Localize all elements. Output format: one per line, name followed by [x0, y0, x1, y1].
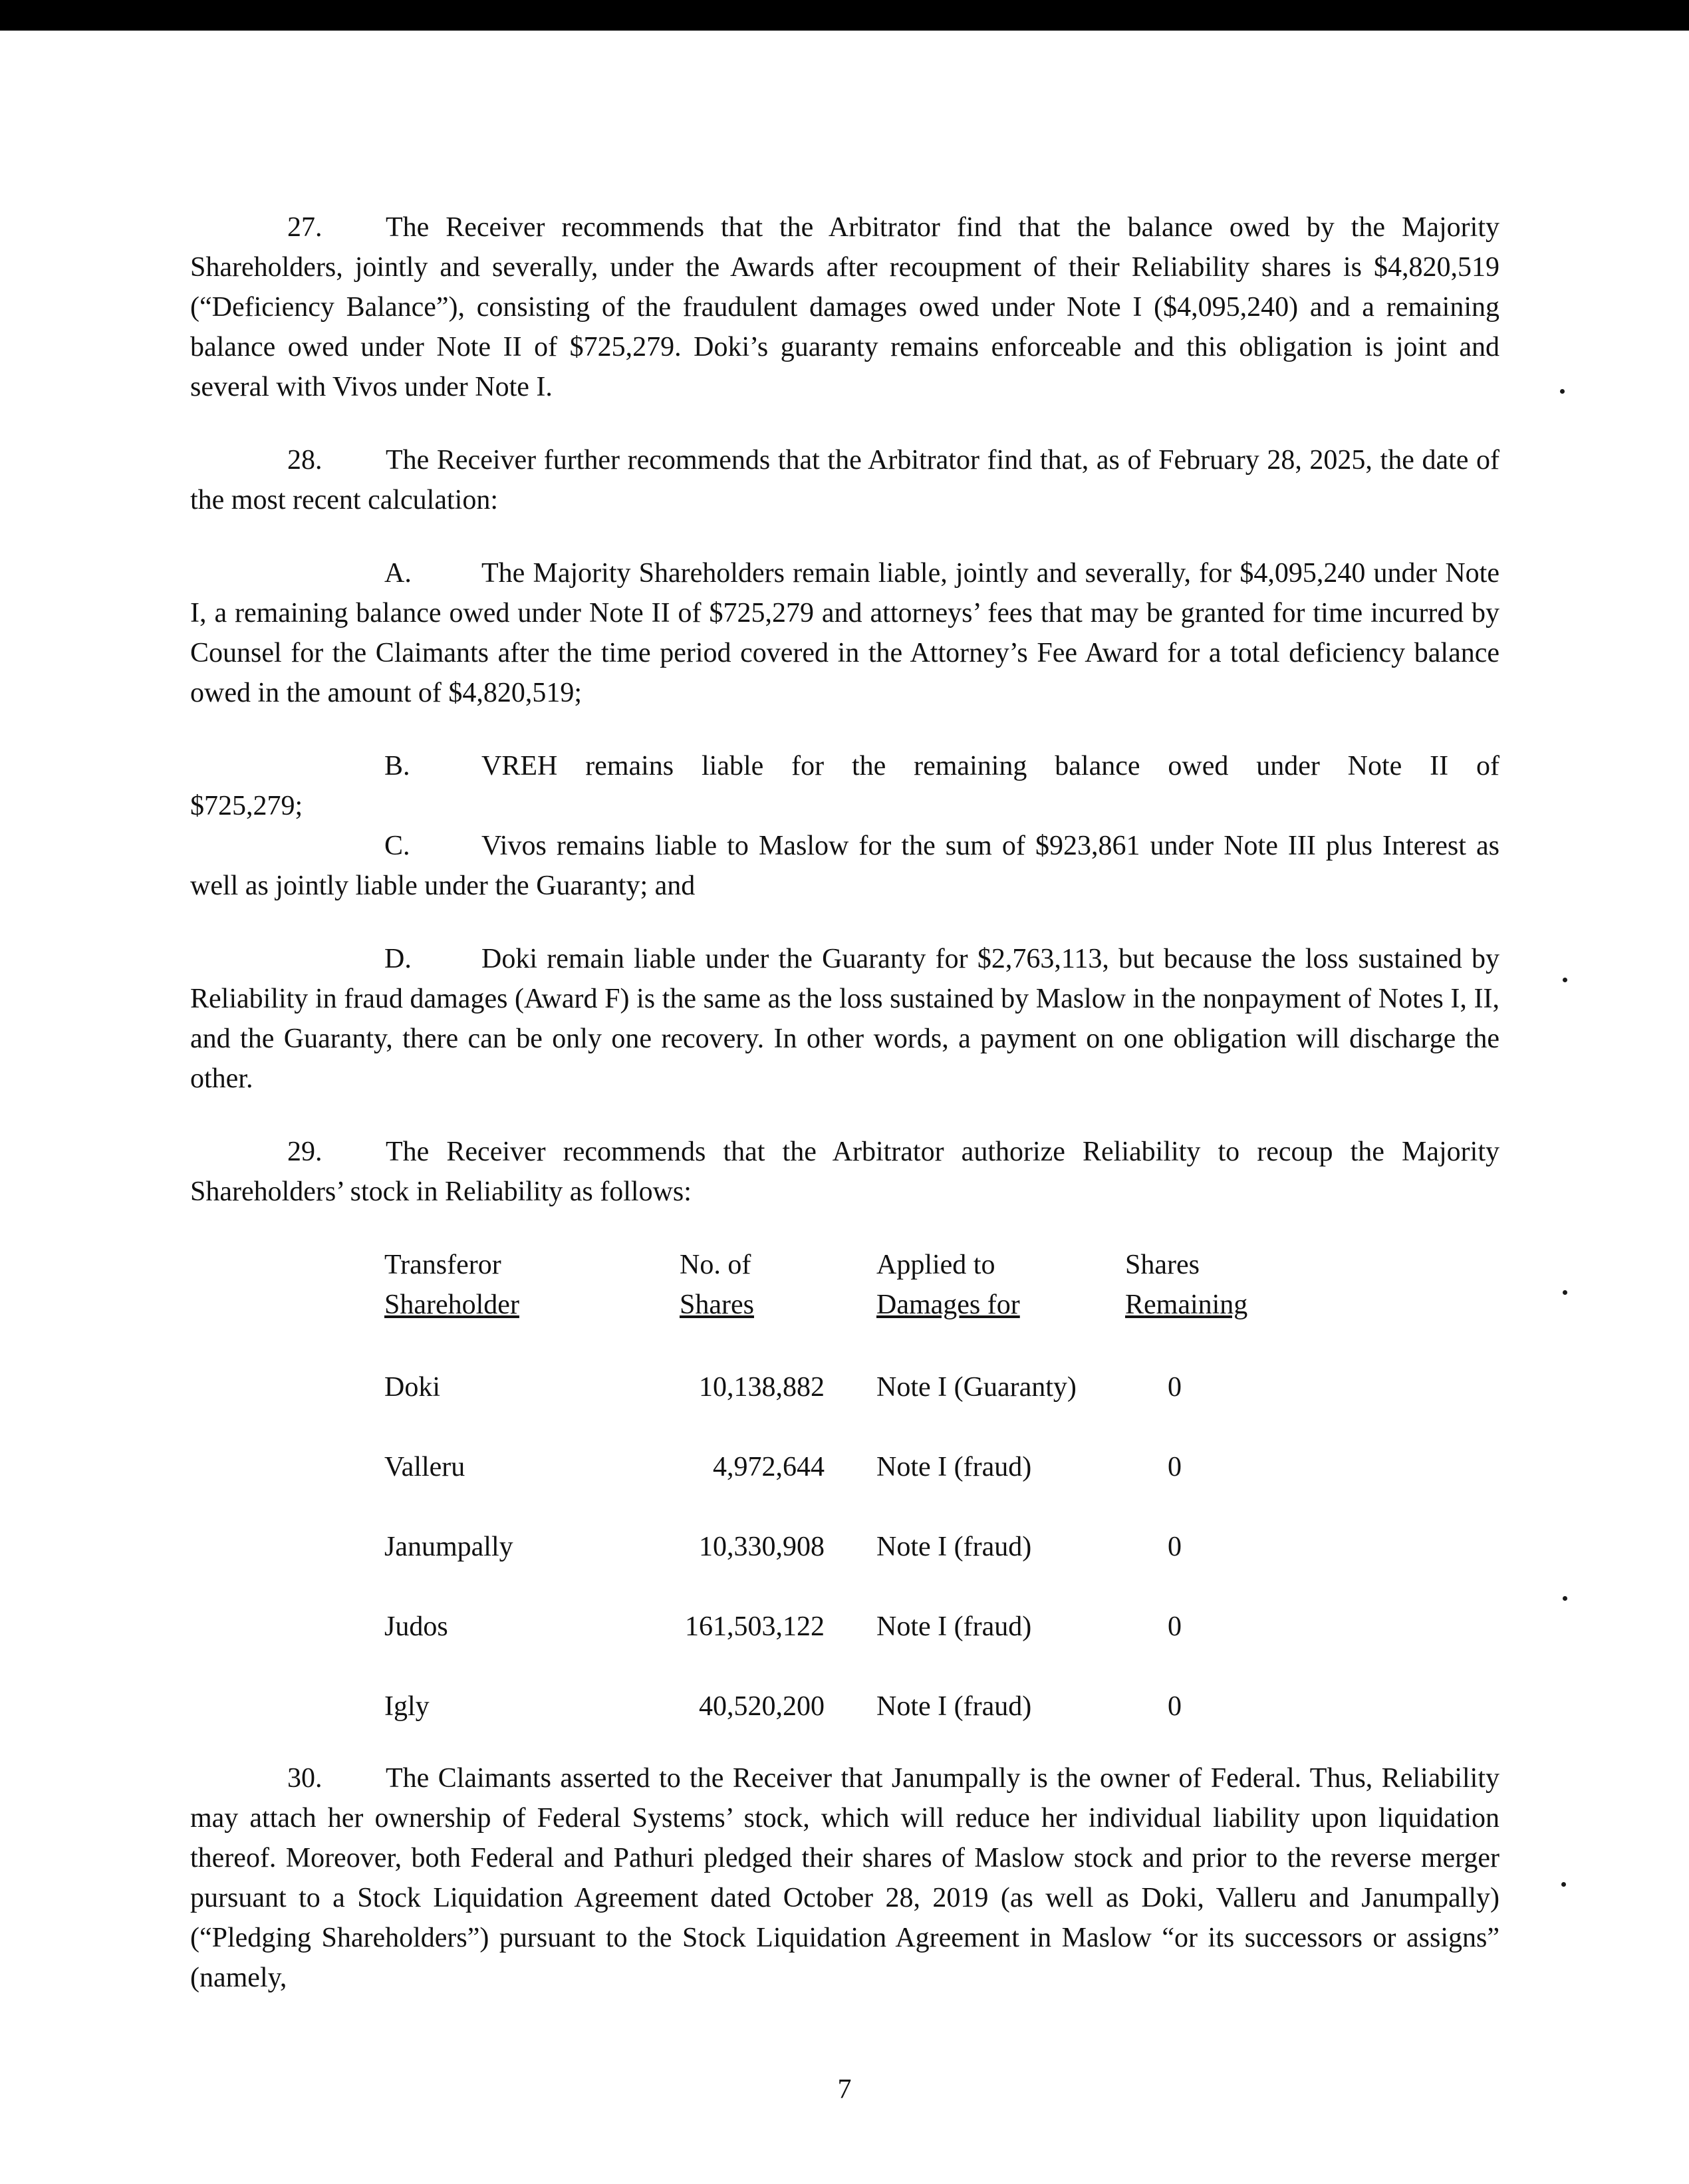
cell-remaining: 0 [1168, 1452, 1182, 1482]
paragraph-text: The Receiver recommends that the Arbitrator find that the balance owed by the Majority Shareholders, jointly and severally, under the Awards after recoupment of their Reliability shares is $4,820,519 (“Deficiency Balance”), consisting of the fraudulent damages owed under Note I ($4,095,240) and a remaining balance owed under Note II of $725,279. Doki’s guaranty remains enforceable and this obligation is joint and several with Vivos under Note I. [190, 212, 1499, 402]
cell-shareholder: Igly [384, 1691, 430, 1722]
table-row [384, 1367, 1499, 1407]
paragraph-text: The Receiver further recommends that the Arbitrator find that, as of February 28, 2025, the date of the most recent calculation: [190, 445, 1499, 515]
paragraph-number: 27. [287, 212, 323, 243]
cell-applied: Note I (Guaranty) [876, 1372, 1077, 1403]
table-header-row [384, 1245, 1499, 1325]
cell-shares: 40,520,200 [699, 1691, 825, 1722]
table-row [384, 1527, 1499, 1567]
document-body [190, 207, 1499, 2031]
subparagraph-28b-continuation: $725,279; [190, 791, 303, 821]
subparagraph-text: Doki remain liable under the Guaranty for $2,763,113, but because the loss sustained by Reliability in fraud damages (Award F) is the same as the loss sustained by Maslow in the nonpayment of Notes I, II, and the Guaranty, there can be only one recovery. In other words, a payment on one obligation will discharge the other. [190, 944, 1499, 1094]
subparagraph-28c [190, 826, 1499, 906]
subparagraph-28a [190, 553, 1499, 713]
subparagraph-text: Vivos remains liable to Maslow for the sum of $923,861 under Note III plus Interest as well as jointly liable under the Guaranty; and [190, 831, 1499, 901]
cell-remaining: 0 [1168, 1372, 1182, 1403]
subparagraph-text: The Majority Shareholders remain liable, jointly and severally, for $4,095,240 under Note I, a remaining balance owed under Note II of $725,279 and attorneys’ fees that may be granted for time incurred by Counsel for the Claimants after the time period covered in the Attorney’s Fee Award for a total deficiency balance owed in the amount of $4,820,519; [190, 558, 1499, 708]
paragraph-number: 30. [287, 1763, 323, 1794]
header-shares-remaining: Shares Remaining [1125, 1250, 1248, 1320]
subparagraph-28d [190, 939, 1499, 1099]
header-transferor-shareholder: Transferor Shareholder [384, 1250, 519, 1320]
paragraph-text: The Claimants asserted to the Receiver that Janumpally is the owner of Federal. Thus, Reliability may attach her ownership of Federal Systems’ stock, which will reduce her individual liability upon liquidation thereof. Moreover, both Federal and Pathuri pledged their shares of Maslow stock and prior to the reverse merger pursuant to a Stock Liquidation Agreement dated October 28, 2019 (as well as Doki, Valleru and Janumpally) (“Pledging Shareholders”) pursuant to the Stock Liquidation Agreement in Maslow “or its successors or assigns” (namely, [190, 1763, 1499, 1993]
subparagraph-letter: A. [384, 558, 412, 589]
cell-shares: 161,503,122 [685, 1611, 825, 1642]
subparagraph-letter: C. [384, 831, 410, 861]
cell-applied: Note I (fraud) [876, 1611, 1032, 1642]
scan-artifact-top-bar [0, 0, 1689, 31]
paragraph-29 [190, 1132, 1499, 1212]
recoupment-table [384, 1245, 1499, 1726]
cell-shares: 4,972,644 [713, 1452, 825, 1482]
page-number: 7 [837, 2074, 852, 2105]
paragraph-text: The Receiver recommends that the Arbitrator authorize Reliability to recoup the Majority Shareholders’ stock in Reliability as follows: [190, 1137, 1499, 1207]
cell-shareholder: Valleru [384, 1452, 465, 1482]
cell-applied: Note I (fraud) [876, 1532, 1032, 1562]
paragraph-number: 29. [287, 1137, 323, 1167]
scan-artifact-dot [1563, 1596, 1567, 1601]
table-row [384, 1607, 1499, 1647]
scan-artifact-dot [1563, 978, 1567, 982]
subparagraph-text: VREH remains liable for the remaining balance owed under Note II of [481, 751, 1499, 781]
cell-shares: 10,138,882 [699, 1372, 825, 1403]
subparagraph-28b [190, 746, 1499, 786]
scan-artifact-dot [1563, 1290, 1567, 1295]
subparagraph-letter: D. [384, 944, 412, 974]
table-row [384, 1447, 1499, 1487]
cell-shareholder: Janumpally [384, 1532, 513, 1562]
cell-shareholder: Judos [384, 1611, 448, 1642]
paragraph-28 [190, 440, 1499, 520]
table-row [384, 1687, 1499, 1726]
header-no-of-shares: No. of Shares [680, 1250, 754, 1320]
scan-artifact-dot [1560, 389, 1565, 394]
cell-applied: Note I (fraud) [876, 1452, 1032, 1482]
cell-shares: 10,330,908 [699, 1532, 825, 1562]
cell-applied: Note I (fraud) [876, 1691, 1032, 1722]
cell-remaining: 0 [1168, 1611, 1182, 1642]
header-applied-to-damages: Applied to Damages for [876, 1250, 1020, 1320]
cell-shareholder: Doki [384, 1372, 440, 1403]
scan-artifact-dot [1561, 1882, 1566, 1887]
subparagraph-letter: B. [384, 751, 410, 781]
cell-remaining: 0 [1168, 1691, 1182, 1722]
paragraph-number: 28. [287, 445, 323, 476]
paragraph-27 [190, 207, 1499, 407]
cell-remaining: 0 [1168, 1532, 1182, 1562]
paragraph-30 [190, 1758, 1499, 1998]
